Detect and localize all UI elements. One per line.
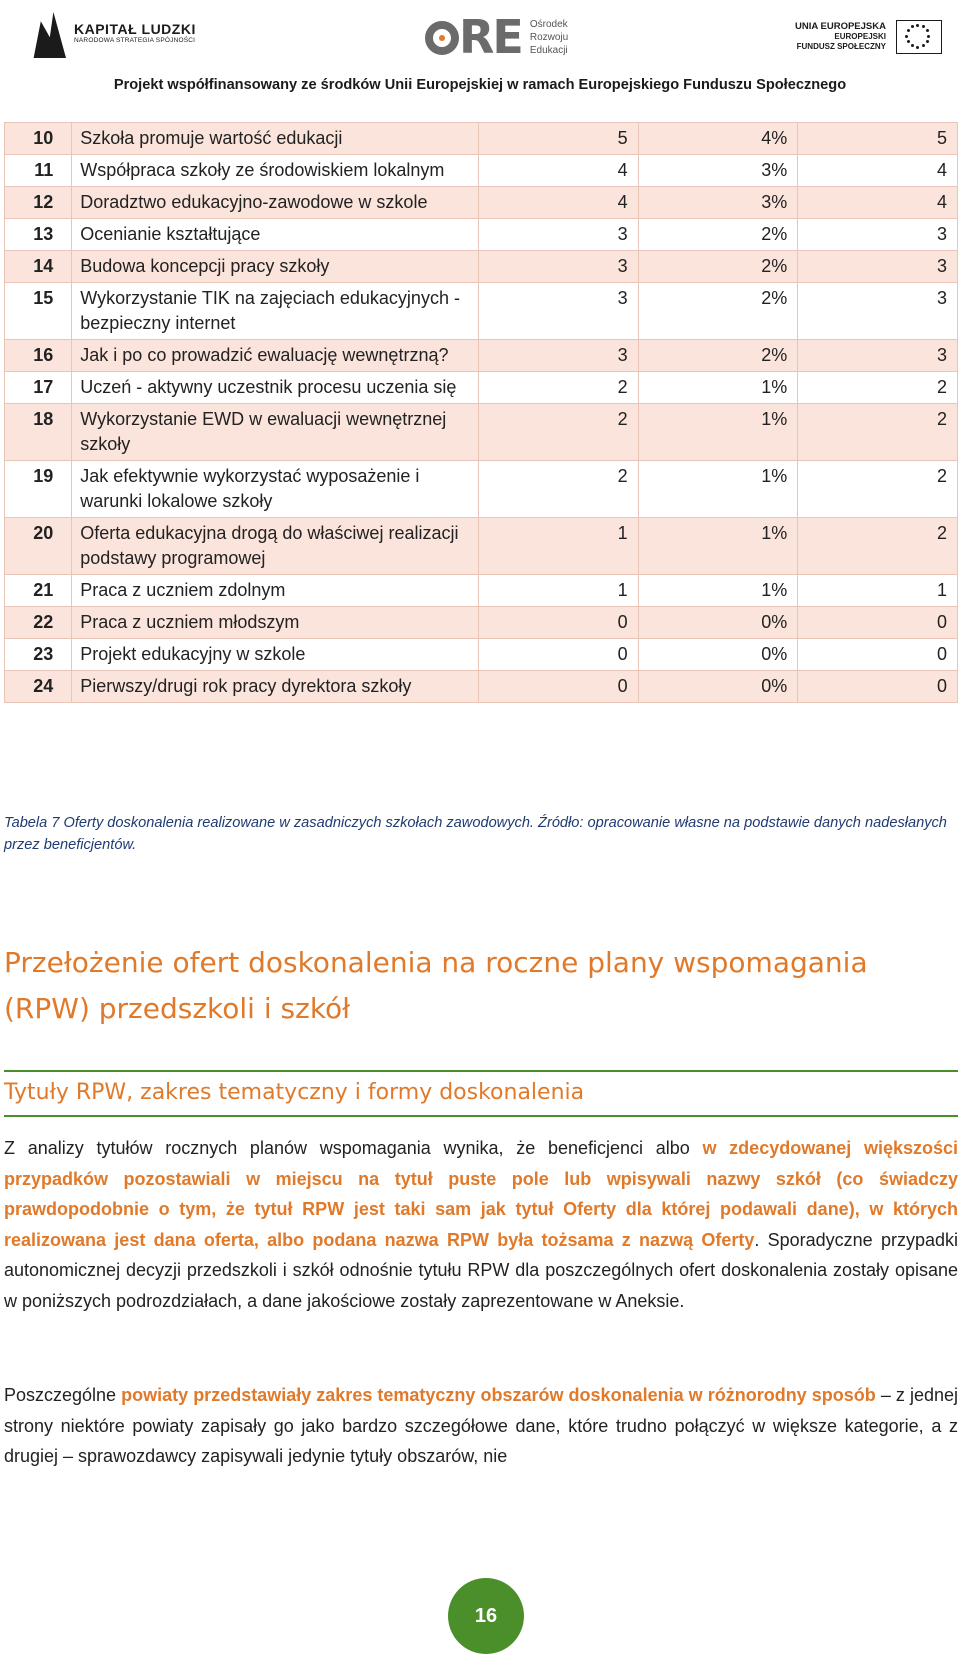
row-count: 3 bbox=[478, 251, 638, 283]
table-row bbox=[5, 187, 958, 219]
eu-star-icon bbox=[922, 44, 925, 47]
kapital-ludzki-subtitle: NARODOWA STRATEGIA SPÓJNOŚCI bbox=[74, 37, 196, 44]
table-row bbox=[5, 283, 958, 340]
page-header bbox=[0, 0, 960, 100]
paragraph-2-highlight: powiaty przedstawiały zakres tematyczny obszarów doskonalenia w różnorodny sposób bbox=[121, 1385, 876, 1405]
row-count: 1 bbox=[478, 575, 638, 607]
row-value: 2 bbox=[798, 461, 958, 518]
row-value: 4 bbox=[798, 155, 958, 187]
ore-word-1: Ośrodek bbox=[529, 18, 568, 30]
row-value: 2 bbox=[798, 518, 958, 575]
row-offer-name: Praca z uczniem młodszym bbox=[72, 607, 479, 639]
row-value: 2 bbox=[798, 404, 958, 461]
row-percent: 4% bbox=[638, 123, 798, 155]
row-offer-name: Oferta edukacyjna drogą do właściwej realizacji podstawy programowej bbox=[72, 518, 479, 575]
table-caption: Tabela 7 Oferty doskonalenia realizowane w zasadniczych szkołach zawodowych. Źródło: opracowanie własne na podstawie danych nadesłanych przez beneficjentów. bbox=[4, 815, 947, 853]
table-row bbox=[5, 251, 958, 283]
eu-star-icon bbox=[907, 29, 910, 32]
eu-star-icon bbox=[905, 35, 908, 38]
ore-mark-icon: RE bbox=[425, 14, 522, 60]
row-offer-name: Jak i po co prowadzić ewaluację wewnętrzną? bbox=[72, 340, 479, 372]
row-value: 3 bbox=[798, 340, 958, 372]
table-row bbox=[5, 404, 958, 461]
row-value: 5 bbox=[798, 123, 958, 155]
row-number: 19 bbox=[5, 461, 72, 518]
row-number: 10 bbox=[5, 123, 72, 155]
row-number: 21 bbox=[5, 575, 72, 607]
eu-star-icon bbox=[911, 25, 914, 28]
table-row bbox=[5, 639, 958, 671]
row-offer-name: Praca z uczniem zdolnym bbox=[72, 575, 479, 607]
row-number: 20 bbox=[5, 518, 72, 575]
section-heading: Przełożenie ofert doskonalenia na roczne plany wspomagania (RPW) przedszkoli i szkół bbox=[4, 946, 868, 1025]
table-row bbox=[5, 219, 958, 251]
eu-star-icon bbox=[926, 29, 929, 32]
row-number: 17 bbox=[5, 372, 72, 404]
kapital-ludzki-emblem-icon bbox=[30, 12, 66, 58]
row-number: 13 bbox=[5, 219, 72, 251]
row-number: 14 bbox=[5, 251, 72, 283]
table-row bbox=[5, 575, 958, 607]
table-row bbox=[5, 518, 958, 575]
row-offer-name: Wykorzystanie TIK na zajęciach edukacyjnych - bezpieczny internet bbox=[72, 283, 479, 340]
row-value: 0 bbox=[798, 671, 958, 703]
eu-star-icon bbox=[911, 44, 914, 47]
row-offer-name: Projekt edukacyjny w szkole bbox=[72, 639, 479, 671]
row-number: 12 bbox=[5, 187, 72, 219]
ore-word-3: Edukacji bbox=[529, 44, 568, 56]
eu-star-icon bbox=[916, 24, 919, 27]
row-value: 4 bbox=[798, 187, 958, 219]
table-row bbox=[5, 372, 958, 404]
table-row bbox=[5, 340, 958, 372]
row-offer-name: Współpraca szkoły ze środowiskiem lokalnym bbox=[72, 155, 479, 187]
paragraph-rpw-titles bbox=[4, 1133, 958, 1316]
row-number: 11 bbox=[5, 155, 72, 187]
row-percent: 1% bbox=[638, 518, 798, 575]
eu-star-icon bbox=[926, 40, 929, 43]
row-number: 18 bbox=[5, 404, 72, 461]
row-offer-name: Doradztwo edukacyjno-zawodowe w szkole bbox=[72, 187, 479, 219]
row-value: 3 bbox=[798, 219, 958, 251]
row-value: 0 bbox=[798, 607, 958, 639]
table-row bbox=[5, 607, 958, 639]
row-percent: 2% bbox=[638, 251, 798, 283]
paragraph-1-text-a: Z analizy tytułów rocznych planów wspomagania wynika, że beneficjenci albo bbox=[4, 1138, 703, 1158]
table-row bbox=[5, 155, 958, 187]
row-count: 3 bbox=[478, 219, 638, 251]
row-count: 2 bbox=[478, 372, 638, 404]
eu-logo bbox=[795, 20, 942, 54]
table-row bbox=[5, 671, 958, 703]
row-count: 0 bbox=[478, 639, 638, 671]
row-count: 4 bbox=[478, 155, 638, 187]
row-value: 3 bbox=[798, 251, 958, 283]
row-count: 3 bbox=[478, 340, 638, 372]
row-count: 4 bbox=[478, 187, 638, 219]
row-number: 15 bbox=[5, 283, 72, 340]
eu-title: UNIA EUROPEJSKA bbox=[795, 21, 886, 32]
ore-word-2: Rozwoju bbox=[529, 31, 569, 43]
row-percent: 2% bbox=[638, 219, 798, 251]
row-percent: 0% bbox=[638, 671, 798, 703]
row-value: 0 bbox=[798, 639, 958, 671]
eu-star-icon bbox=[916, 46, 919, 49]
eu-star-icon bbox=[927, 35, 930, 38]
row-offer-name: Budowa koncepcji pracy szkoły bbox=[72, 251, 479, 283]
row-number: 24 bbox=[5, 671, 72, 703]
table-row bbox=[5, 461, 958, 518]
row-count: 3 bbox=[478, 283, 638, 340]
table-row bbox=[5, 123, 958, 155]
row-offer-name: Ocenianie kształtujące bbox=[72, 219, 479, 251]
row-percent: 0% bbox=[638, 607, 798, 639]
row-number: 16 bbox=[5, 340, 72, 372]
row-count: 1 bbox=[478, 518, 638, 575]
paragraph-1-text-b: . Sporadyczne przypadki autonomicznej decyzji przedszkoli i szkół odnośnie tytułu RPW dla poszczególnych ofert doskonalenia zostały opisane w poniższych podrozdziałach, a dane jakościowe zostały zaprezentowane w Aneksie. bbox=[4, 1229, 958, 1311]
page-number-badge: 16 bbox=[448, 1578, 524, 1654]
paragraph-2-text-a: Poszczególne bbox=[4, 1385, 122, 1405]
eu-star-icon bbox=[907, 40, 910, 43]
offers-table bbox=[4, 122, 958, 703]
subsection-heading: Tytuły RPW, zakres tematyczny i formy doskonalenia bbox=[4, 1080, 585, 1105]
kapital-ludzki-logo bbox=[30, 12, 196, 58]
row-offer-name: Pierwszy/drugi rok pracy dyrektora szkoły bbox=[72, 671, 479, 703]
row-percent: 1% bbox=[638, 372, 798, 404]
row-count: 5 bbox=[478, 123, 638, 155]
paragraph-powiaty bbox=[4, 1380, 958, 1472]
row-percent: 3% bbox=[638, 187, 798, 219]
row-percent: 1% bbox=[638, 461, 798, 518]
project-cofinancing-line: Projekt współfinansowany ze środków Unii Europejskiej w ramach Europejskiego Funduszu Społecznego bbox=[113, 77, 847, 93]
row-percent: 0% bbox=[638, 639, 798, 671]
row-percent: 3% bbox=[638, 155, 798, 187]
eu-sub-1: EUROPEJSKI bbox=[834, 32, 886, 41]
row-count: 0 bbox=[478, 607, 638, 639]
row-offer-name: Wykorzystanie EWD w ewaluacji wewnętrznej szkoły bbox=[72, 404, 479, 461]
row-offer-name: Szkoła promuje wartość edukacji bbox=[72, 123, 479, 155]
row-count: 2 bbox=[478, 404, 638, 461]
ore-logo bbox=[425, 10, 569, 64]
row-value: 1 bbox=[798, 575, 958, 607]
row-count: 2 bbox=[478, 461, 638, 518]
eu-star-icon bbox=[922, 25, 925, 28]
row-value: 3 bbox=[798, 283, 958, 340]
row-value: 2 bbox=[798, 372, 958, 404]
row-percent: 2% bbox=[638, 283, 798, 340]
paragraph-2-text-b: – z jednej strony niektóre powiaty zapisały go jako bardzo szczegółowe dane, które trudno połączyć w większe kategorie, a z drugiej – sprawozdawcy zapisywali jedynie tytuły obszarów, nie bbox=[4, 1385, 958, 1466]
paragraph-1-highlight: w zdecydowanej większości przypadków pozostawiali w miejscu na tytuł puste pole lub wpisywali nazwy szkół (co świadczy prawdopodobnie o tym, że tytuł RPW jest taki sam jak tytuł Oferty dla której podawali dane), w których realizowana jest dana oferta, albo podana nazwa RPW była tożsama z nazwą Oferty bbox=[4, 1138, 958, 1250]
eu-flag-icon bbox=[896, 20, 942, 54]
row-count: 0 bbox=[478, 671, 638, 703]
row-percent: 1% bbox=[638, 404, 798, 461]
row-percent: 1% bbox=[638, 575, 798, 607]
row-offer-name: Uczeń - aktywny uczestnik procesu uczenia się bbox=[72, 372, 479, 404]
row-number: 22 bbox=[5, 607, 72, 639]
row-offer-name: Jak efektywnie wykorzystać wyposażenie i warunki lokalowe szkoły bbox=[72, 461, 479, 518]
kapital-ludzki-title: KAPITAŁ LUDZKI bbox=[74, 21, 196, 37]
eu-sub-2: FUNDUSZ SPOŁECZNY bbox=[796, 42, 886, 51]
row-percent: 2% bbox=[638, 340, 798, 372]
subsection-heading-box bbox=[4, 1070, 958, 1117]
row-number: 23 bbox=[5, 639, 72, 671]
